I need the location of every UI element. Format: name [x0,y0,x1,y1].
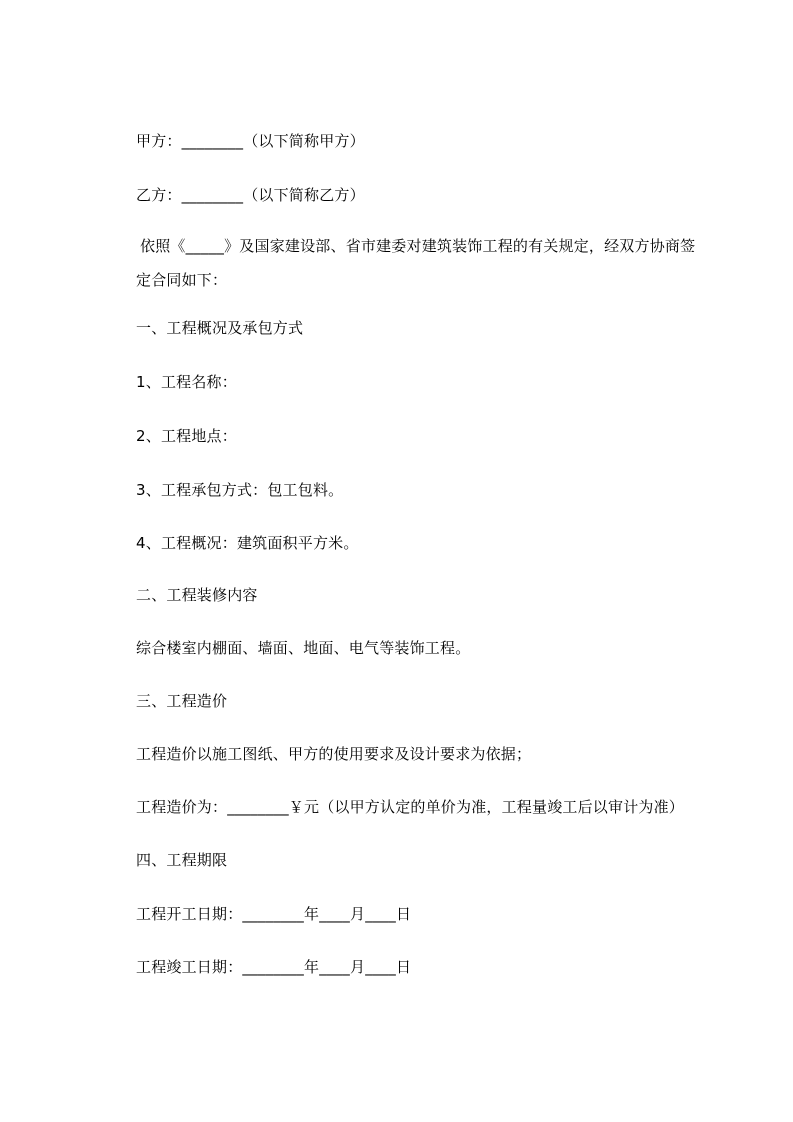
section-2-heading: 二、工程装修内容 [136,586,258,604]
price-line: 工程造价为：________￥元（以甲方认定的单价为准，工程量竣工后以审计为准） [136,798,685,816]
party-a-line: 甲方：________（以下简称甲方） [136,132,365,150]
contract-method-line: 3、工程承包方式：包工包料。 [136,481,344,499]
party-b-line: 乙方：________（以下简称乙方） [136,186,365,204]
project-name-line: 1、工程名称： [136,373,237,391]
section-3-heading: 三、工程造价 [136,692,228,710]
section-4-heading: 四、工程期限 [136,851,228,869]
project-location-line: 2、工程地点： [136,427,237,445]
price-basis-line: 工程造价以施工图纸、甲方的使用要求及设计要求为依据； [136,745,532,763]
intro-paragraph [136,229,706,297]
end-date-line: 工程竣工日期：________年____月____日 [136,958,412,976]
section-1-heading: 一、工程概况及承包方式 [136,319,304,337]
start-date-line: 工程开工日期：________年____月____日 [136,905,412,923]
project-overview-line: 4、工程概况：建筑面积平方米。 [136,534,359,552]
decoration-content-line: 综合楼室内棚面、墙面、地面、电气等装饰工程。 [136,639,471,657]
intro-text: 依照《_____》及国家建设部、省市建委对建筑装饰工程的有关规定，经双方协商签定合同如下： [136,237,696,289]
